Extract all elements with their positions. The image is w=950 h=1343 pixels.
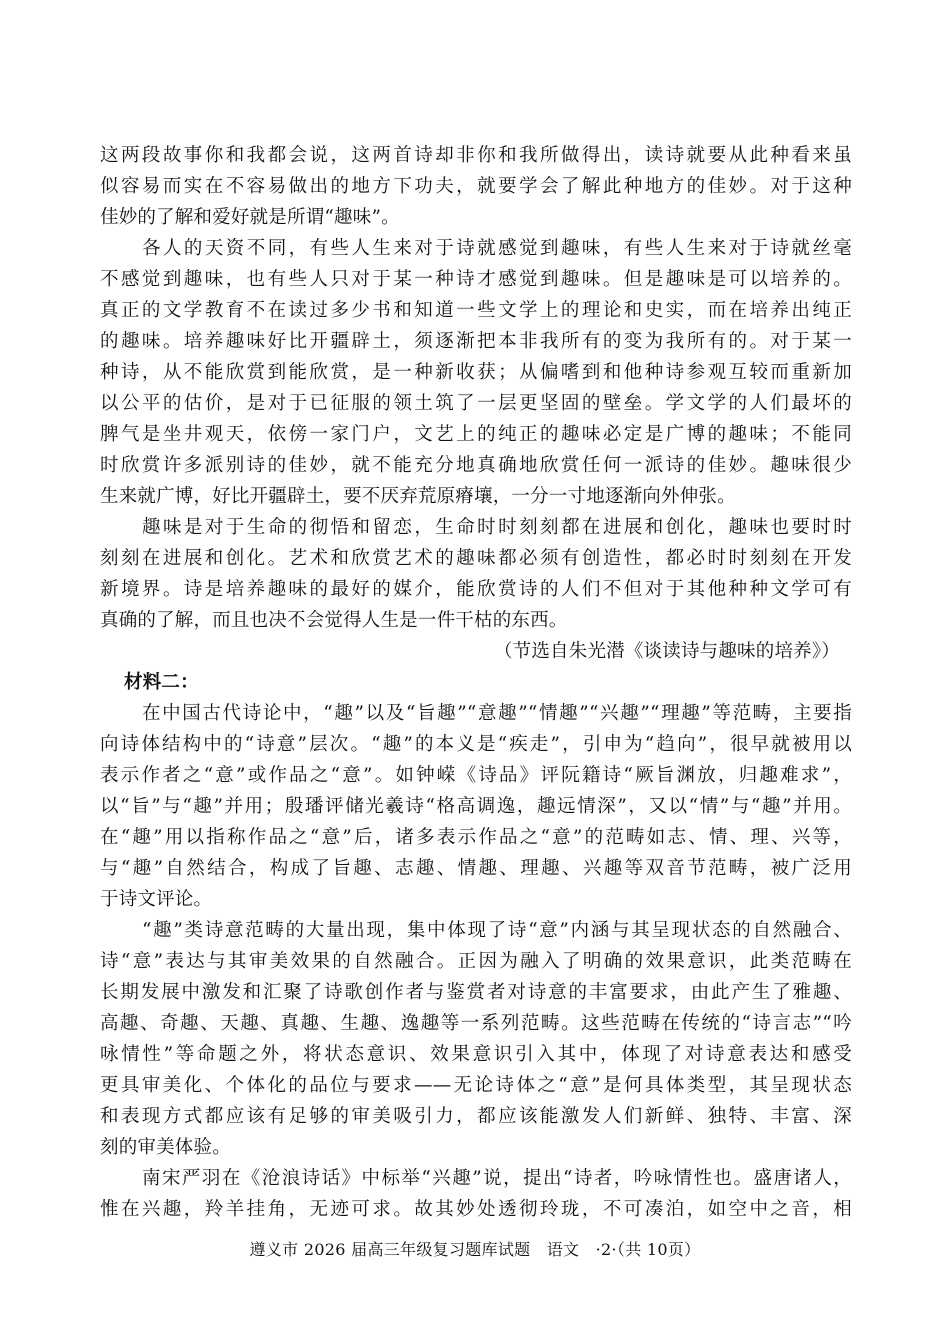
text-line: 长期发展中激发和汇聚了诗歌创作者与鉴赏者对诗意的丰富要求，由此产生了雅趣、 bbox=[100, 982, 852, 1003]
text-line: 诗“意”表达与其审美效果的自然融合。正因为融入了明确的效果意识，此类范畴在 bbox=[100, 951, 852, 972]
text-line: 佳妙的了解和爱好就是所谓“趣味”。 bbox=[100, 207, 400, 228]
text-line: 在“趣”用以指称作品之“意”后，诸多表示作品之“意”的范畴如志、情、理、兴等， bbox=[100, 827, 852, 848]
text-line: 的趣味。培养趣味好比开疆辟土，须逐渐把本非我所有的变为我所有的。对于某一 bbox=[100, 331, 852, 352]
paragraph-start-line: 在中国古代诗论中，“趣”以及“旨趣”“意趣”“情趣”“兴趣”“理趣”等范畴，主要指 bbox=[142, 703, 852, 724]
text-line: 种诗，从不能欣赏到能欣赏，是一种新收获；从偏嗜到和他种诗参观互较而重新加 bbox=[100, 362, 852, 383]
text-line: 真确的了解，而且也决不会觉得人生是一件干枯的东西。 bbox=[100, 610, 568, 631]
page-footer: 遵义市 2026 届高三年级复习题库试题 语文 ·2·（共 10页） bbox=[249, 1240, 701, 1259]
text-line: 更具审美化、个体化的品位与要求——无论诗体之“意”是何具体类型，其呈现状态 bbox=[100, 1075, 852, 1096]
text-line: 于诗文评论。 bbox=[100, 889, 213, 910]
text-line: 以公平的估价，是对于已征服的领土筑了一层更坚固的壁垒。学文学的人们最坏的 bbox=[100, 393, 852, 414]
section-heading: 材料二： bbox=[124, 672, 199, 693]
text-line: 时欣赏许多派别诗的佳妙，就不能充分地真确地欣赏任何一派诗的佳妙。趣味很少 bbox=[100, 455, 852, 476]
text-line: 高趣、奇趣、天趣、真趣、生趣、逸趣等一系列范畴。这些范畴在传统的“诗言志”“吟 bbox=[100, 1013, 852, 1034]
text-line: 新境界。诗是培养趣味的最好的媒介，能欣赏诗的人们不但对于其他种种文学可有 bbox=[100, 579, 852, 600]
text-line: 脾气是坐井观天，依傍一家门户，文艺上的纯正的趣味必定是广博的趣味；不能同 bbox=[100, 424, 852, 445]
text-line: 真正的文学教育不在读过多少书和知道一些文学上的理论和史实，而在培养出纯正 bbox=[100, 300, 852, 321]
text-line: 与“趣”自然结合，构成了旨趣、志趣、情趣、理趣、兴趣等双音节范畴，被广泛用 bbox=[100, 858, 852, 879]
paragraph-start-line: 各人的天资不同，有些人生来对于诗就感觉到趣味，有些人生来对于诗就丝毫 bbox=[142, 238, 852, 259]
text-line: 刻刻在进展和创化。艺术和欣赏艺术的趣味都必须有创造性，都必时时刻刻在开发 bbox=[100, 548, 852, 569]
text-line: 表示作者之“意”或作品之“意”。如钟嵘《诗品》评阮籍诗“厥旨渊放，归趣难求”， bbox=[100, 765, 852, 786]
text-line: 似容易而实在不容易做出的地方下功夫，就要学会了解此种地方的佳妙。对于这种 bbox=[100, 176, 852, 197]
paragraph-start-line: “趣”类诗意范畴的大量出现，集中体现了诗“意”内涵与其呈现状态的自然融合、 bbox=[142, 920, 852, 941]
paragraph-start-line: 南宋严羽在《沧浪诗话》中标举“兴趣”说，提出“诗者，吟咏情性也。盛唐诸人， bbox=[142, 1168, 852, 1189]
text-line: 生来就广博，好比开疆辟土，要不厌弃荒原瘠壤，一分一寸地逐渐向外伸张。 bbox=[100, 486, 736, 507]
text-line: 刻的审美体验。 bbox=[100, 1137, 231, 1158]
text-line: 不感觉到趣味，也有些人只对于某一种诗才感觉到趣味。但是趣味是可以培养的。 bbox=[100, 269, 852, 290]
source-citation: （节选自朱光潜《谈读诗与趣味的培养》） bbox=[493, 641, 840, 662]
text-line: 咏情性”等命题之外，将状态意识、效果意识引入其中，体现了对诗意表达和感受 bbox=[100, 1044, 852, 1065]
text-line: 这两段故事你和我都会说，这两首诗却非你和我所做得出，读诗就要从此种看来虽 bbox=[100, 145, 852, 166]
text-line: 以“旨”与“趣”并用；殷璠评储光羲诗“格高调逸，趣远情深”，又以“情”与“趣”并用。 bbox=[100, 796, 852, 817]
text-line: 和表现方式都应该有足够的审美吸引力，都应该能激发人们新鲜、独特、丰富、深 bbox=[100, 1106, 852, 1127]
text-line: 向诗体结构中的“诗意”层次。“趣”的本义是“疾走”，引申为“趋向”，很早就被用以 bbox=[100, 734, 852, 755]
paragraph-start-line: 趣味是对于生命的彻悟和留恋，生命时时刻刻都在进展和创化，趣味也要时时 bbox=[142, 517, 852, 538]
text-line: 惟在兴趣，羚羊挂角，无迹可求。故其妙处透彻玲珑，不可凑泊，如空中之音，相 bbox=[100, 1199, 852, 1220]
